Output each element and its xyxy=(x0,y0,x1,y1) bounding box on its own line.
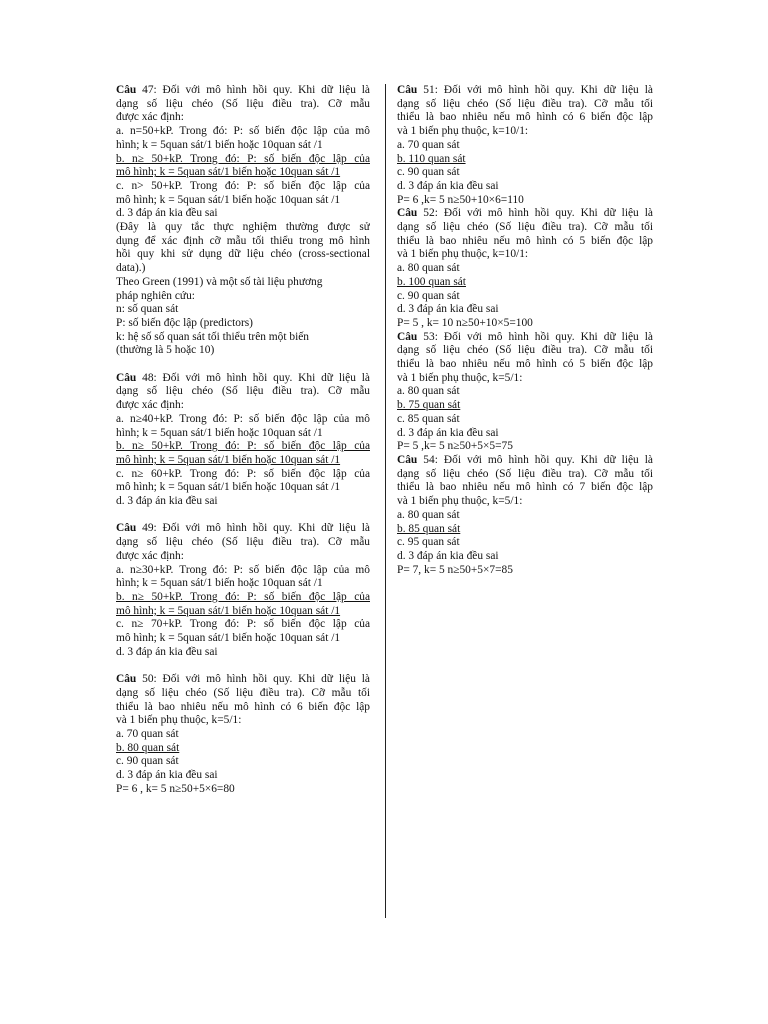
question-heading-line xyxy=(116,84,370,98)
text-line xyxy=(116,248,370,262)
line-text: và 1 biến phụ thuộc, k=5/1: xyxy=(116,714,242,727)
text-line xyxy=(116,564,370,578)
paragraph-spacer xyxy=(116,660,370,674)
text-line xyxy=(397,427,653,441)
text-line xyxy=(397,495,653,509)
text-line xyxy=(397,317,653,331)
line-text: được xác định: xyxy=(116,549,184,562)
line-text: được xác định: xyxy=(116,399,184,412)
line-text: c. 85 quan sát xyxy=(397,412,460,425)
text-line xyxy=(116,235,370,249)
line-text: a. 70 quan sát xyxy=(116,728,179,740)
text-line xyxy=(116,385,370,399)
line-text: thiểu là bao nhiêu nếu mô hình có 5 biến độc lập xyxy=(397,358,653,371)
correct-answer-line xyxy=(116,591,370,605)
text-line xyxy=(116,468,370,482)
line-text: a. n≥40+kP. Trong đó: P: số biến độc lập của mô xyxy=(116,412,370,425)
line-text: pháp nghiên cứu: xyxy=(116,289,195,302)
line-text: d. 3 đáp án kia đều sai xyxy=(116,769,218,782)
text-line xyxy=(116,687,370,701)
line-text: 51: Đối với mô hình hồi quy. Khi dữ liệu là xyxy=(417,84,653,96)
correct-answer-line xyxy=(397,276,653,290)
text-line xyxy=(116,207,370,221)
line-text: c. n≥ 60+kP. Trong đó: P: số biến độc lập của xyxy=(116,467,370,480)
line-text: mô hình; k = 5quan sát/1 biến hoặc 10quan sát /1 xyxy=(116,481,341,494)
text-line xyxy=(397,468,653,482)
line-text: dạng số liệu chéo (Số liệu điều tra). Cỡ mẫu tối xyxy=(397,221,653,234)
line-text: c. 90 quan sát xyxy=(397,289,460,302)
question-heading-line xyxy=(397,207,653,221)
text-line xyxy=(116,111,370,125)
line-text: d. 3 đáp án kia đều sai xyxy=(116,207,218,220)
line-text: dạng số liệu chéo (Số liệu điều tra). Cỡ mẫu tối xyxy=(397,344,653,357)
line-text: d. 3 đáp án kia đều sai xyxy=(116,495,218,508)
line-text: 48: Đối với mô hình hồi quy. Khi dữ liệu là xyxy=(136,371,370,384)
line-text: c. 95 quan sát xyxy=(397,536,460,549)
text-line xyxy=(397,166,653,180)
correct-answer-line xyxy=(116,153,370,167)
line-text: dạng số liệu chéo (Số liệu điều tra). Cỡ mẫu xyxy=(116,536,370,549)
line-text: 50: Đối với mô hình hồi quy. Khi dữ liệu là xyxy=(136,673,370,686)
text-line xyxy=(116,577,370,591)
line-text: b. n≥ 50+kP. Trong đó: P: số biến độc lập của xyxy=(116,152,370,165)
line-text: a. 80 quan sát xyxy=(397,508,460,521)
line-text: dạng số liệu chéo (Số liệu điều tra). Cỡ mẫu tối xyxy=(397,467,653,480)
line-text: được xác định: xyxy=(116,111,184,124)
text-line xyxy=(397,372,653,386)
question-heading-line xyxy=(116,372,370,386)
text-line xyxy=(116,632,370,646)
text-line xyxy=(116,98,370,112)
question-label: Câu xyxy=(116,522,137,535)
text-line xyxy=(116,331,370,345)
text-line xyxy=(397,125,653,139)
line-text: 47: Đối với mô hình hồi quy. Khi dữ liệu là xyxy=(136,84,370,96)
line-text: b. n≥ 50+kP. Trong đó: P: số biến độc lập của xyxy=(116,590,370,603)
line-text: dạng số liệu chéo (Số liệu điều tra). Cỡ mẫu tối xyxy=(397,97,653,110)
line-text: P: số biến độc lập (predictors) xyxy=(116,316,253,329)
line-text: 54: Đối với mô hình hồi quy. Khi dữ liệu là xyxy=(417,453,653,466)
question-heading-line xyxy=(116,673,370,687)
line-text: a. n=50+kP. Trong đó: P: số biến độc lập của mô xyxy=(116,125,370,138)
text-line xyxy=(116,125,370,139)
column-divider xyxy=(385,84,386,918)
text-line xyxy=(116,701,370,715)
line-text: (Đây là quy tắc thực nghiệm thường được sử xyxy=(116,221,370,234)
line-text: và 1 biến phụ thuộc, k=10/1: xyxy=(397,248,529,261)
correct-answer-line xyxy=(397,153,653,167)
line-text: dạng số liệu chéo (Số liệu điều tra). Cỡ mẫu xyxy=(116,385,370,398)
text-line xyxy=(116,481,370,495)
line-text: P= 5 , k= 10 n≥50+10×5=100 xyxy=(397,316,533,329)
text-line xyxy=(116,317,370,331)
text-line xyxy=(116,221,370,235)
line-text: P= 7, k= 5 n≥50+5×7=85 xyxy=(397,563,513,576)
text-line xyxy=(116,769,370,783)
text-line xyxy=(116,290,370,304)
line-text: P= 6 , k= 5 n≥50+5×6=80 xyxy=(116,782,235,795)
text-line xyxy=(397,564,653,578)
text-line xyxy=(116,550,370,564)
right-column xyxy=(397,84,653,577)
line-text: d. 3 đáp án kia đều sai xyxy=(397,179,499,192)
text-line xyxy=(116,413,370,427)
text-line xyxy=(397,344,653,358)
line-text: b. 100 quan sát xyxy=(397,275,466,288)
question-label: Câu xyxy=(116,371,137,384)
correct-answer-line xyxy=(397,399,653,413)
line-text: mô hình; k = 5quan sát/1 biến hoặc 10quan sát /1 xyxy=(116,166,341,179)
text-line xyxy=(397,180,653,194)
text-line xyxy=(397,139,653,153)
line-text: b. 75 quan sát xyxy=(397,399,461,412)
text-line xyxy=(116,618,370,632)
line-text: dụng để xác định cỡ mẫu tối thiểu trong mô hình xyxy=(116,234,370,247)
line-text: P= 5 ,k= 5 n≥50+5×5=75 xyxy=(397,440,513,453)
correct-answer-line xyxy=(116,166,370,180)
question-label: Câu xyxy=(397,330,418,343)
line-text: hồi quy khi sử dụng dữ liệu chéo (cross-sectional xyxy=(116,248,370,261)
text-line xyxy=(397,358,653,372)
text-line xyxy=(397,235,653,249)
text-line xyxy=(397,481,653,495)
text-line xyxy=(397,509,653,523)
line-text: 53: Đối với mô hình hồi quy. Khi dữ liệu là xyxy=(417,330,653,343)
line-text: b. n≥ 50+kP. Trong đó: P: số biến độc lập của xyxy=(116,440,370,453)
text-line xyxy=(397,248,653,262)
text-line xyxy=(397,413,653,427)
text-line xyxy=(116,180,370,194)
line-text: và 1 biến phụ thuộc, k=5/1: xyxy=(397,495,523,508)
question-heading-line xyxy=(397,331,653,345)
paragraph-spacer xyxy=(116,358,370,372)
line-text: b. 110 quan sát xyxy=(397,152,466,165)
text-line xyxy=(116,646,370,660)
correct-answer-line xyxy=(116,440,370,454)
line-text: thiểu là bao nhiêu nếu mô hình có 6 biến độc lập xyxy=(116,700,370,713)
text-line xyxy=(397,98,653,112)
question-heading-line xyxy=(397,454,653,468)
line-text: thiểu là bao nhiêu nếu mô hình có 5 biến độc lập xyxy=(397,234,653,247)
line-text: Theo Green (1991) và một số tài liệu phương xyxy=(116,275,323,288)
text-line xyxy=(397,262,653,276)
paragraph-spacer xyxy=(116,509,370,523)
line-text: c. 90 quan sát xyxy=(116,755,179,768)
line-text: d. 3 đáp án kia đều sai xyxy=(397,549,499,562)
line-text: d. 3 đáp án kia đều sai xyxy=(397,426,499,439)
line-text: data).) xyxy=(116,262,146,275)
line-text: b. 80 quan sát xyxy=(116,741,180,754)
line-text: c. 90 quan sát xyxy=(397,166,460,179)
text-line xyxy=(116,783,370,797)
text-line xyxy=(397,111,653,125)
text-line xyxy=(397,440,653,454)
text-line xyxy=(116,495,370,509)
line-text: và 1 biến phụ thuộc, k=10/1: xyxy=(397,125,529,138)
text-line xyxy=(116,139,370,153)
text-line xyxy=(397,536,653,550)
question-label: Câu xyxy=(116,673,137,686)
question-heading-line xyxy=(116,522,370,536)
question-label: Câu xyxy=(397,84,418,96)
text-line xyxy=(116,303,370,317)
line-text: hình; k = 5quan sát/1 biến hoặc 10quan sát /1 xyxy=(116,577,323,590)
question-heading-line xyxy=(397,84,653,98)
text-line xyxy=(116,755,370,769)
correct-answer-line xyxy=(116,742,370,756)
text-line xyxy=(116,714,370,728)
line-text: 52: Đối với mô hình hồi quy. Khi dữ liệu là xyxy=(417,207,653,220)
line-text: hình; k = 5quan sát/1 biến hoặc 10quan sát /1 xyxy=(116,426,323,439)
text-line xyxy=(397,550,653,564)
line-text: a. 70 quan sát xyxy=(397,138,460,151)
line-text: dạng số liệu chéo (Số liệu điều tra). Cỡ mẫu tối xyxy=(116,686,370,699)
line-text: c. n> 50+kP. Trong đó: P: số biến độc lập của xyxy=(116,179,370,192)
line-text: và 1 biến phụ thuộc, k=5/1: xyxy=(397,371,523,384)
line-text: mô hình; k = 5quan sát/1 biến hoặc 10quan sát /1 xyxy=(116,632,341,645)
text-line xyxy=(397,385,653,399)
question-label: Câu xyxy=(397,453,418,466)
line-text: hình; k = 5quan sát/1 biến hoặc 10quan sát /1 xyxy=(116,138,323,151)
correct-answer-line xyxy=(116,605,370,619)
line-text: P= 6 ,k= 5 n≥50+10×6=110 xyxy=(397,193,524,206)
line-text: d. 3 đáp án kia đều sai xyxy=(397,303,499,316)
line-text: 49: Đối với mô hình hồi quy. Khi dữ liệu là xyxy=(136,522,370,535)
question-label: Câu xyxy=(397,207,418,220)
line-text: a. n≥30+kP. Trong đó: P: số biến độc lập của mô xyxy=(116,563,370,576)
text-line xyxy=(397,290,653,304)
question-label: Câu xyxy=(116,84,137,96)
line-text: k: hệ số số quan sát tối thiểu trên một biến xyxy=(116,330,309,343)
line-text: c. n≥ 70+kP. Trong đó: P: số biến độc lập của xyxy=(116,618,370,631)
line-text: b. 85 quan sát xyxy=(397,522,461,535)
line-text: thiểu là bao nhiêu nếu mô hình có 7 biến độc lập xyxy=(397,481,653,494)
left-column xyxy=(116,84,370,797)
text-line xyxy=(116,276,370,290)
line-text: a. 80 quan sát xyxy=(397,262,460,275)
line-text: (thường là 5 hoặc 10) xyxy=(116,344,215,357)
line-text: a. 80 quan sát xyxy=(397,385,460,398)
correct-answer-line xyxy=(397,523,653,537)
text-line xyxy=(397,194,653,208)
text-line xyxy=(116,262,370,276)
line-text: mô hình; k = 5quan sát/1 biến hoặc 10quan sát /1 xyxy=(116,453,341,466)
text-line xyxy=(116,728,370,742)
line-text: dạng số liệu chéo (Số liệu điều tra). Cỡ mẫu xyxy=(116,97,370,110)
text-line xyxy=(397,221,653,235)
line-text: mô hình; k = 5quan sát/1 biến hoặc 10quan sát /1 xyxy=(116,193,341,206)
text-line xyxy=(116,194,370,208)
line-text: n: số quan sát xyxy=(116,303,179,316)
correct-answer-line xyxy=(116,454,370,468)
text-line xyxy=(116,344,370,358)
text-line xyxy=(397,303,653,317)
text-line xyxy=(116,536,370,550)
line-text: mô hình; k = 5quan sát/1 biến hoặc 10quan sát /1 xyxy=(116,604,341,617)
text-line xyxy=(116,427,370,441)
line-text: d. 3 đáp án kia đều sai xyxy=(116,645,218,658)
text-line xyxy=(116,399,370,413)
line-text: thiểu là bao nhiêu nếu mô hình có 6 biến độc lập xyxy=(397,111,653,124)
